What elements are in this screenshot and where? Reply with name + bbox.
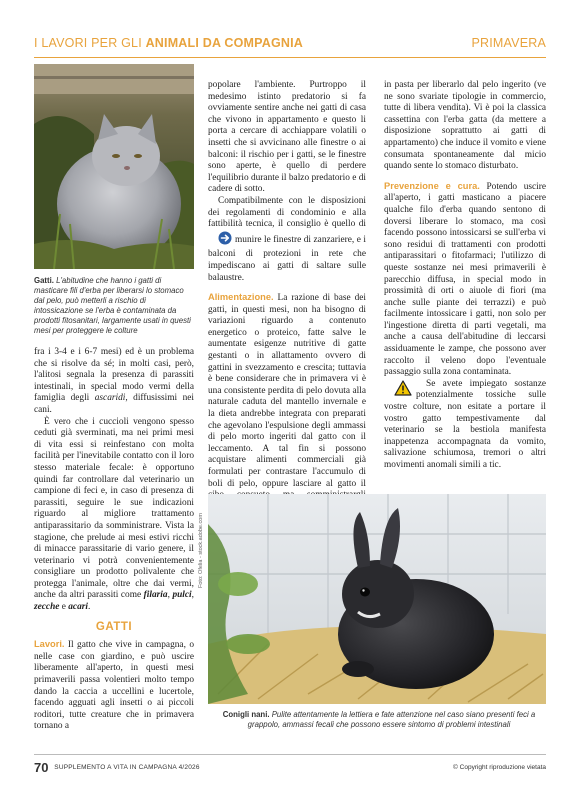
col1-paragraph-2: È vero che i cuccioli vengono spesso ceduti già sverminati, ma nei primi mesi di vita essi si reinfestano con molta facilità per l'inevitabile contatto con il loro stesso materiale fecale: è opportuno quindi far controllare dal veterinario un campione di feci e, in caso di presenza di parassiti, seguire le sue indicazioni riguardo al migliore trattamento antiparassitario da somministrare. Vista la stagione, che prelude ai mesi estivi ricchi di minacce parassitarie di vario genere, il veterinario vi potrà convenientemente consigliare un prodotto polivalente che protegga l'animale, oltre che dai vermi, anche da altri parassiti come filaria, pulci, zecche e acari. xyxy=(34,416,194,613)
header-rule xyxy=(34,57,546,58)
season-label: PRIMAVERA xyxy=(471,36,546,50)
arrow-right-icon xyxy=(208,231,232,250)
col2-paragraph-2: Compatibilmente con le disposizioni dei regolamenti di condominio e alla fattibilità tecnica, il consiglio è quello di munire le finestre di zanzariere, e i balconi di protezioni in rete che impediscano ai gatti di saltare sulle balaustre. xyxy=(208,195,366,283)
copyright-notice: © Copyright riproduzione vietata xyxy=(453,764,546,771)
rabbit-caption: Conigli nani. Pulite attentamente la lettiera e fate attenzione nel caso siano presenti feci a grappolo, ammassi fecali che possono essere sintomo di problemi intestinali xyxy=(222,710,536,729)
section-heading-gatti: GATTI xyxy=(95,620,133,633)
cat-photo xyxy=(34,64,194,269)
column-2 xyxy=(208,80,366,513)
cat-caption: Gatti. L'abitudine che hanno i gatti di masticare fili d'erba per liberarsi lo stomaco dal pelo, può metterli a rischio di intossicazione se l'erba è contaminata da prodotti fitosanitari, largamente usati in questi mesi per proteggere le colture xyxy=(34,276,191,335)
footer-rule xyxy=(34,754,546,755)
col3-paragraph-3: Se avete impiegato sostanze potenzialmente tossiche sulle vostre colture, non esitate a portare il vostro gatto tempestivamente dal veterinario se la bestiola manifesta inappetenza accompagnata da vomito, salivazione schiumosa, tremori o altri movimenti anomali simili a tic. xyxy=(384,378,546,470)
column-3 xyxy=(384,80,546,472)
publication-name: SUPPLEMENTO A VITA IN CAMPAGNA 4/2026 xyxy=(54,764,200,771)
col1-paragraph-lavori: Lavori. Il gatto che vive in campagna, o nelle case con giardino, e può uscire liberamente all'aperto, in questi mesi primaverili passa volentieri molto tempo dando la caccia a uccellini e lucertole, facendo agguati agli insetti o ai piccoli roditori, tutte creature che in primavera tornano a xyxy=(34,639,194,732)
photo-credit: Foto: Ofelia - stock.adobe.com xyxy=(198,513,204,588)
col1-paragraph-1: fra i 3-4 e i 6-7 mesi) ed è un problema che si risolve da sé; in molti casi, però, l'alitosi segnala la presenza di parassiti intestinali, in special modo vermi della famiglia degli ascaridi, diffusissimi nei cani. xyxy=(34,347,194,415)
section-title: I LAVORI PER GLI ANIMALI DA COMPAGNIA xyxy=(34,36,304,50)
col3-paragraph-1: in pasta per liberarlo dal pelo ingerito (ve ne sono svariate tipologie in commercio, tutte di libera vendita). Vi è poi la classica cassettina con l'erba gatta (da mettere a disposizione soprattutto ai gatti di appartamento) che induce il vomito e viene consumata spontaneamente dal micio quando sente lo stomaco disturbato. xyxy=(384,80,546,172)
page-header xyxy=(34,36,546,54)
col3-paragraph-prevenzione: Prevenzione e cura. Potendo uscire all'aperto, i gatti masticano a piacere qualche filo d'erba quando sentono di doversi liberare lo stomaco, ma così facendo possono intossicarsi se sull'erba vi sono residui di trattamenti con prodotti antiparassitari o fitofarmaci; l'utilizzo di queste sostanze nei mesi primaverili è parecchio diffusa, in special modo in prossimità di orti o aiuole di fiori (ma anche sulle piante dei terrazzi) e può facilmente intossicare i gatti, non solo per l'ingestione diretta di parti vegetali, ma anche a causa dell'abitudine di leccarsi assiduamente le zampe, che possono aver raccolto il veleno dopo l'eventuale passaggio sulla zona contaminata. xyxy=(384,180,546,378)
col2-paragraph-alimentazione: Alimentazione. La razione di base dei gatti, in questi mesi, non ha bisogno di variazioni riguardo a contenuto energetico o proteico, fatte salve le aumentate esigenze nutritive di gatte gestanti o in allattamento ovvero di gattini in svezzamento e crescita; tuttavia è bene considerare che in primavera vi è una consistente perdita di pelo dovuta alla naturale caduta del mantello invernale e la dieta andrebbe integrata con preparati che agevolano l'espulsione degli ammassi di pelo morto ingeriti dal gatto con il leccamento. A tal fin si possono acquistare alimenti commerciali già formulati per contrastare l'accumulo di boli di pelo, oppure lasciare al gatto il xyxy=(208,292,366,489)
page-footer xyxy=(34,760,546,775)
warning-icon xyxy=(384,380,412,401)
page-number: 70 xyxy=(34,760,49,775)
col2-paragraph-1: popolare l'ambiente. Purtroppo il medesimo istinto predatorio si fa ovviamente sentire anche nei gatti di casa che vivono in appartamento e questo li porta a cercare di acchiappare volatili o insetti che si avvicinano alle finestre o ai balconi: il rischio per i gatti, se le finestre sono aperte, è quello di perdere l'equilibrio durante il balzo predatorio e di cadere di sotto. xyxy=(208,80,366,195)
section-title-emph: ANIMALI DA COMPAGNIA xyxy=(145,36,304,50)
rabbit-photo xyxy=(208,494,546,704)
column-1 xyxy=(34,347,194,733)
